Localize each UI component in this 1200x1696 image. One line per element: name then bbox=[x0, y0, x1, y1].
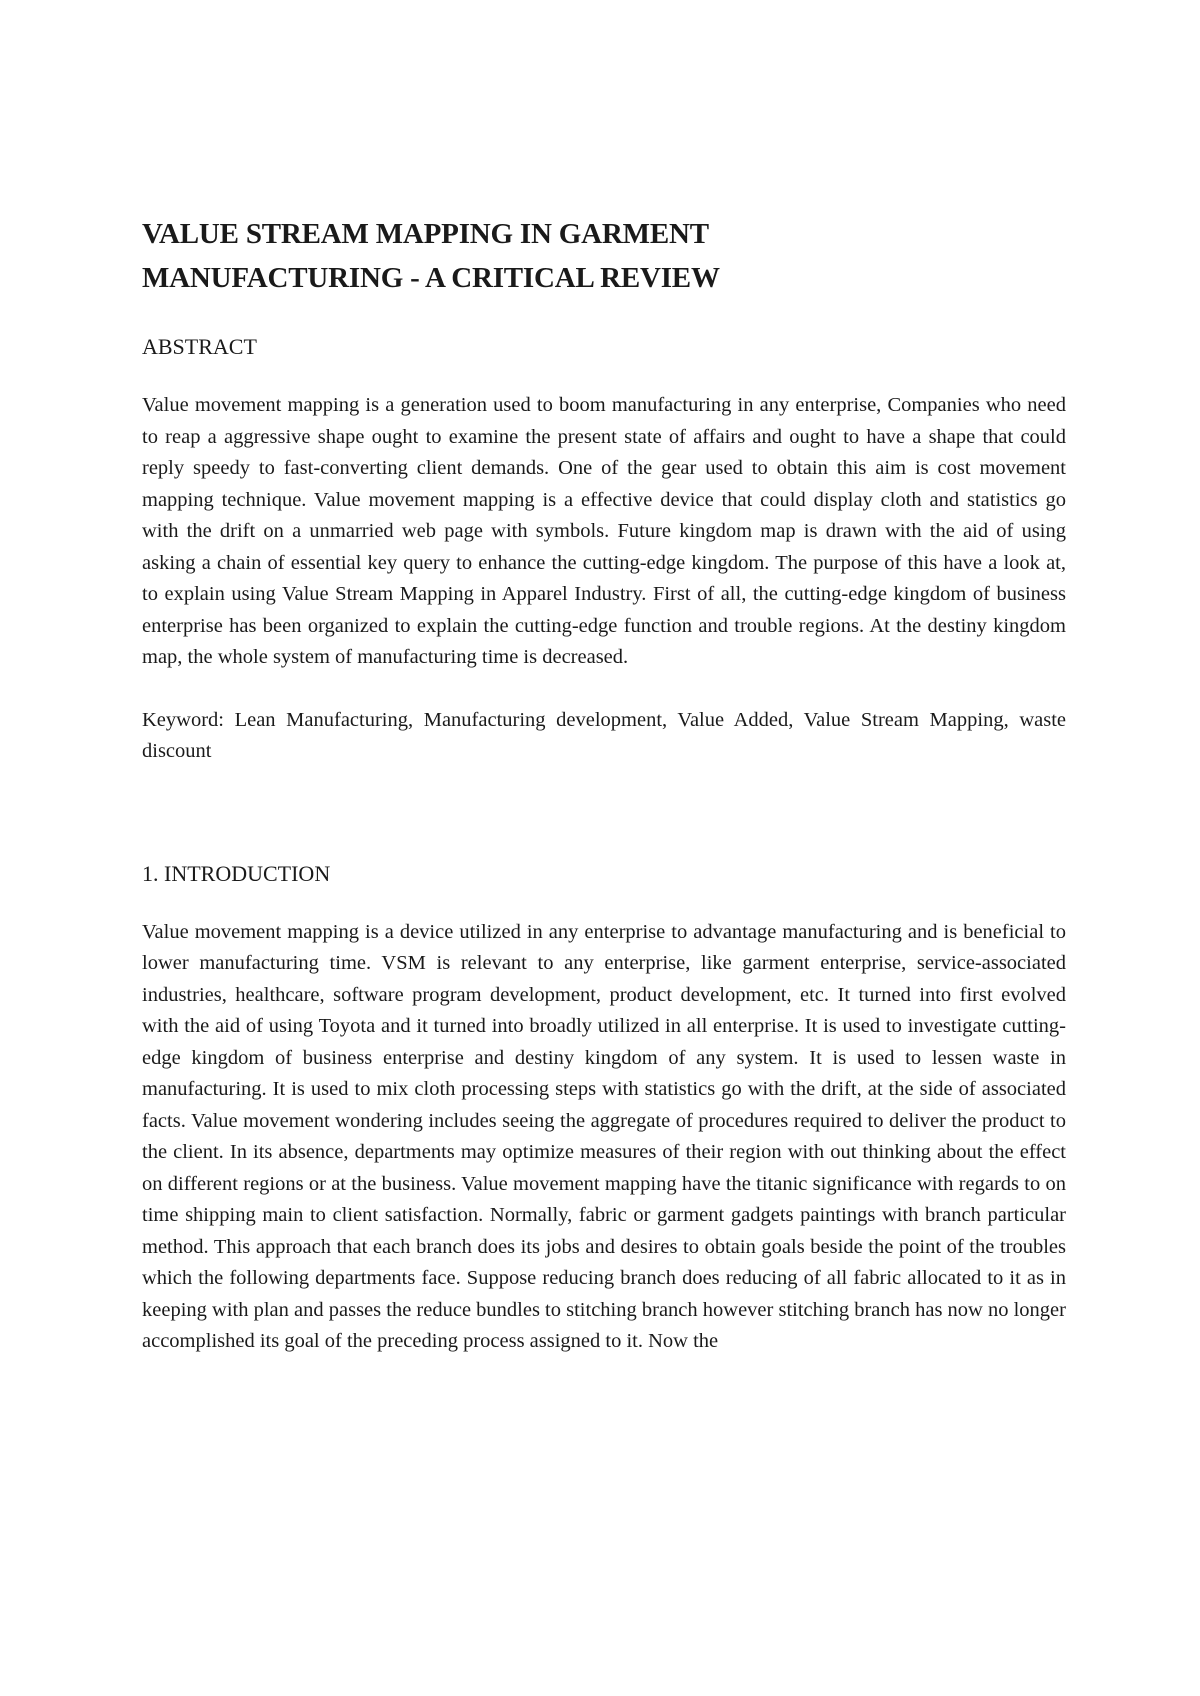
abstract-heading: ABSTRACT bbox=[142, 334, 257, 359]
introduction-heading: 1. INTRODUCTION bbox=[142, 860, 331, 886]
paper-title-line-2: MANUFACTURING - A CRITICAL REVIEW bbox=[142, 262, 720, 294]
paper-title bbox=[142, 212, 1066, 300]
document-page bbox=[142, 212, 1066, 1358]
introduction-text: Value movement mapping is a device utilized in any enterprise to advantage manufacturing and is beneficial to lower manufacturing time. VSM is relevant to any enterprise, like garment enterprise, service-associated industries, healthcare, software program development, product development, etc. It turned into first evolved with the aid of using Toyota and it turned into broadly utilized in all enterprise. It is used to investigate cutting-edge kingdom of business enterprise and destiny kingdom of any system. It is used to lessen waste in manufacturing. It is used to mix cloth processing steps with statistics go with the drift, at the side of associated facts. Value movement wondering includes seeing the aggregate of procedures required to deliver the product to the client. In its absence, departments may optimize measures of their region with out thinking about the effect on different regions or at the business. Value movement mapping have the titanic significance with regards to on time shipping main to client satisfaction. Normally, fabric or garment gadgets paintings with branch particular method. This approach that each branch does its jobs and desires to obtain goals beside the point of the troubles which the following departments face. Suppose reducing branch does reducing of all fabric allocated to it as in keeping with plan and passes the reduce bundles to stitching branch however stitching branch has now no longer accomplished its goal of the preceding process assigned to it. Now the bbox=[142, 920, 1066, 1352]
paper-title-line-1: VALUE STREAM MAPPING IN GARMENT bbox=[142, 218, 709, 250]
keywords-text: Keyword: Lean Manufacturing, Manufacturing development, Value Added, Value Stream Mapping, waste discount bbox=[142, 708, 1066, 762]
abstract-text: Value movement mapping is a generation used to boom manufacturing in any enterprise, Companies who need to reap a aggressive shape ought to examine the present state of affairs and ought to have a shape that could reply speedy to fast-converting client demands. One of the gear used to obtain this aim is cost movement mapping technique. Value movement mapping is a effective device that could display cloth and statistics go with the drift on a unmarried web page with symbols. Future kingdom map is drawn with the aid of using asking a chain of essential key query to enhance the cutting-edge kingdom. The purpose of this have a look at, to explain using Value Stream Mapping in Apparel Industry. First of all, the cutting-edge kingdom of business enterprise has been organized to explain the cutting-edge function and trouble regions. At the destiny kingdom map, the whole system of manufacturing time is decreased. bbox=[142, 394, 1066, 668]
